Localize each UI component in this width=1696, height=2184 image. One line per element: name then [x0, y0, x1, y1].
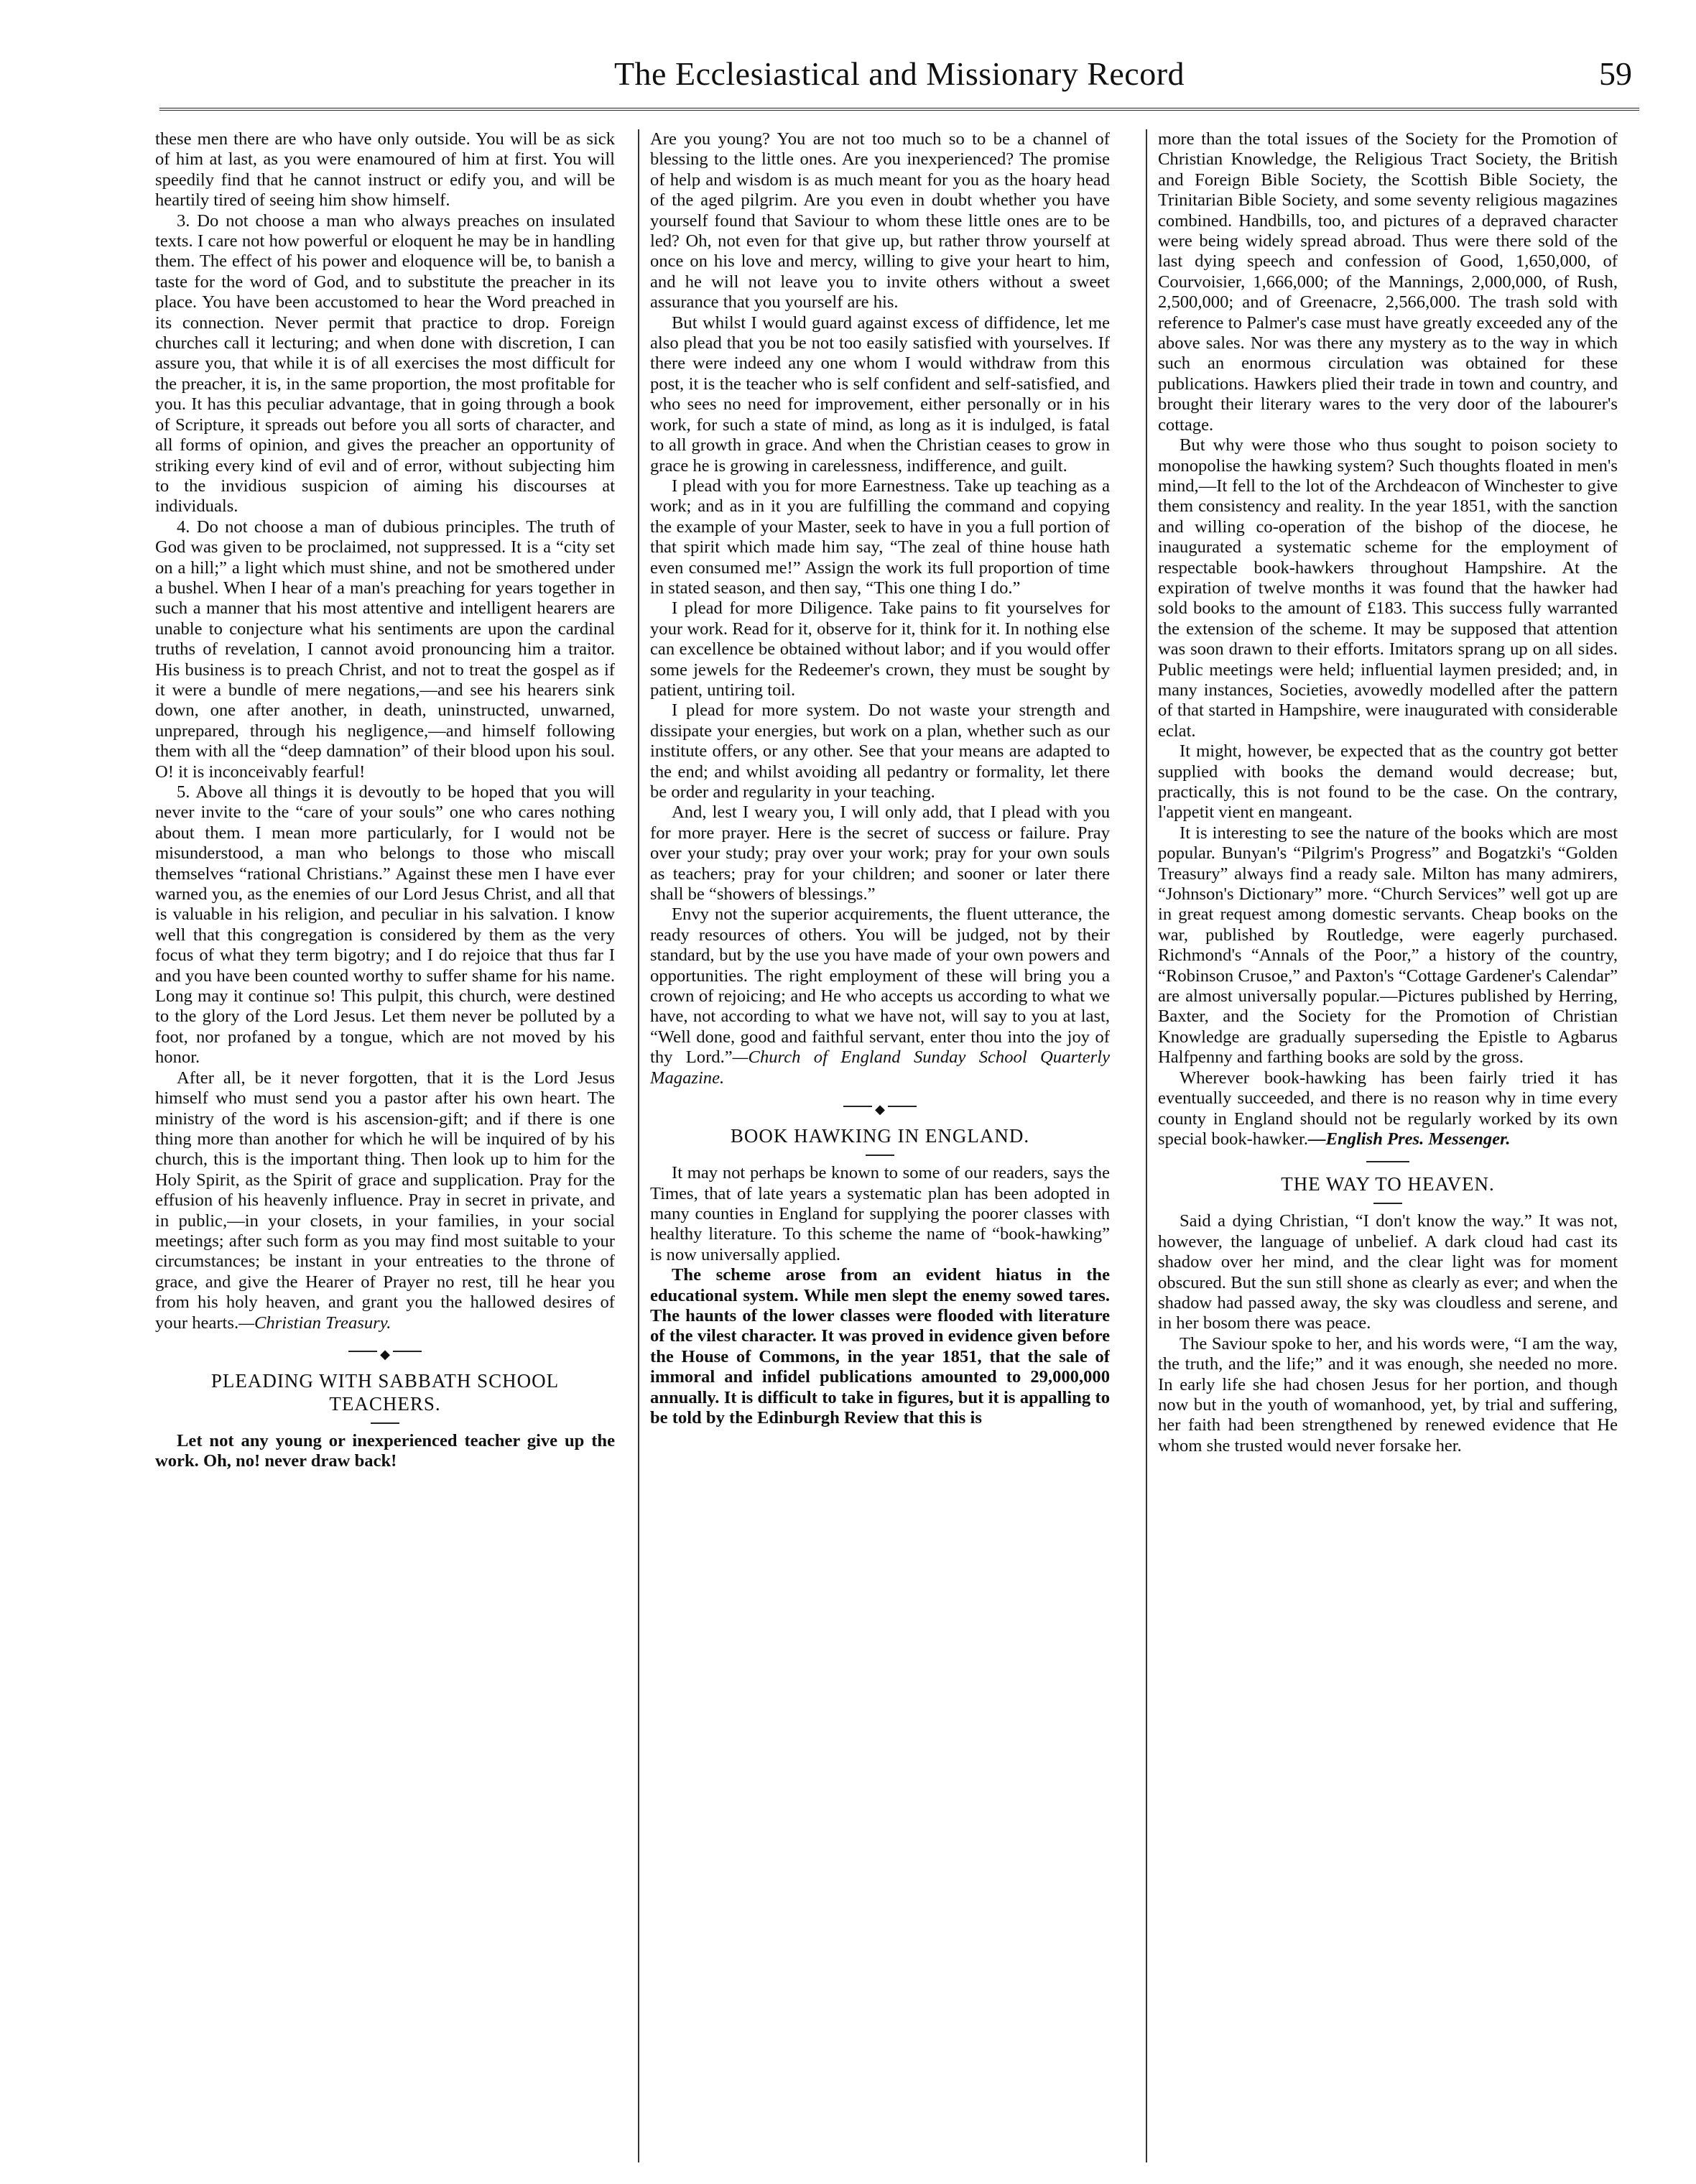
paragraph: [1158, 1068, 1618, 1150]
paragraph: 3. Do not choose a man who always preaches on insulated texts. I care not how powerful or eloquent he may be in handling them. The effect of his power and eloquence will be, to banish a taste for the word of God, and to substitute the preacher in its place. You have been accustomed to hear the Word preached in its connection. Never permit that practice to drop. Foreign churches call it lecturing; and when done with discretion, I can assure you, that while it is of all exercises the most difficult for the preacher, it is, in the same proportion, the most profitable for you. It has this peculiar advantage, that in going through a book of Scripture, it spreads out before you all sorts of character, and all forms of opinion, and gives the preacher an opportunity of striking every kind of evil and of error, without subjecting him to the invidious suspicion of aiming his discourses at individuals.: [155, 210, 615, 517]
article-heading: PLEADING WITH SABBATH SCHOOL TEACHERS.: [210, 1369, 560, 1415]
heading-rule: [371, 1422, 399, 1424]
paragraph: It is interesting to see the nature of the books which are most popular. Bunyan's “Pilgrim's Progress” and Bogatzki's “Golden Treasury” always find a ready sale. Milton has many admirers, “Johnson's Dictionary” more. “Church Services” well got up are in great request among domestic servants. Cheap books on the war, published by Routledge, were eagerly purchased. Richmond's “Annals of the Poor,” a history of the country, “Robinson Crusoe,” and Paxton's “Cottage Gardener's Calendar” are almost universally popular.—Pictures published by Herring, Baxter, and the Society for the Promotion of Christian Knowledge are gradually superseding the Epistle to Agbarus Halfpenny and farthing books are sold by the gross.: [1158, 823, 1618, 1068]
paragraph-text: Wherever book-hawking has been fairly tried it has eventually succeeded, and there is no reason why in time every county in England should not be regularly worked by its own special book-hawker.: [1158, 1068, 1618, 1149]
section-ornament: [650, 1098, 1110, 1117]
paragraph: [650, 904, 1110, 1088]
heading-rule: [1373, 1203, 1402, 1204]
column-left: [155, 129, 615, 2170]
source-citation: —Church of England Sunday School Quarterly Magazine.: [650, 1047, 1110, 1088]
paragraph: [155, 1068, 615, 1333]
ornament-icon: ◆: [872, 1102, 888, 1116]
paragraph: I plead with you for more Earnestness. Take up teaching as a work; and as in it you are fulfilling the command and copying the example of your Master, seek to have in you a full portion of that spirit which made him say, “The zeal of thine house hath even consumed me!” Assign the work its full proportion of time in stated season, and then say, “This one thing I do.”: [650, 476, 1110, 598]
heading-rule: [866, 1155, 894, 1156]
column-middle: [650, 129, 1110, 2170]
article-heading: THE WAY TO HEAVEN.: [1281, 1173, 1495, 1195]
paragraph: It may not perhaps be known to some of our readers, says the Times, that of late years a systematic plan has been adopted in many counties in England for supplying the poorer classes with healthy literature. To this scheme the name of “book-hawking” is now universally applied.: [650, 1163, 1110, 1264]
paragraph: Are you young? You are not too much so to be a channel of blessing to the little ones. Are you inexperienced? The promise of help and wisdom is as much meant for you as the hoary head of the aged pilgrim. Are you even in doubt whether you have yourself found that Saviour to whom these little ones are to be led? Oh, not even for that give up, but rather throw yourself at once on his love and mercy, willing to give your heart to him, and he will not leave you to invite others without a sweet assurance that you yourself are his.: [650, 129, 1110, 313]
paragraph: I plead for more system. Do not waste your strength and dissipate your energies, but work on a plan, whether such as our institute offers, or any other. See that your means are adapted to the end; and whilst avoiding all pedantry or formality, let there be order and regularity in your teaching.: [650, 700, 1110, 802]
paragraph: But why were those who thus sought to poison society to monopolise the hawking system? Such thoughts floated in men's mind,—It fell to the lot of the Archdeacon of Winchester to give them consistency and reality. In the year 1851, with the sanction and willing co-operation of the bishop of the diocese, he inaugurated a systematic scheme for the employment of respectable book-hawkers throughout Hampshire. At the expiration of twelve months it was found that the hawker had sold books to the amount of £183. This success fully warranted the extension of the scheme. It may be supposed that attention was soon drawn to their efforts. Imitators sprang up on all sides. Public meetings were held; influential laymen presided; and, in many instances, Societies, avowedly modelled after the pattern of that started in Hampshire, were inaugurated with considerable eclat.: [1158, 435, 1618, 741]
page-number: 59: [1599, 55, 1632, 92]
column-rule: [1146, 129, 1147, 2162]
paragraph: The Saviour spoke to her, and his words were, “I am the way, the truth, and the life;” and it was enough, she needed no more. In early life she had chosen Jesus for her portion, and though now but in the youth of womanhood, yet, by trial and suffering, her faith had been strengthened by renewed evidence that He whom she trusted would never forsake her.: [1158, 1333, 1618, 1456]
paragraph: It might, however, be expected that as the country got better supplied with books the demand would decrease; but, practically, this is not found to be the case. On the contrary, l'appetit vient en mangeant.: [1158, 741, 1618, 823]
paragraph-text: After all, be it never forgotten, that it is the Lord Jesus himself who must send you a pastor after his own heart. The ministry of the word is his ascension-gift; and if there is one thing more than another for which he will be inquired of by his church, this is the important thing. Then look up to him for the Holy Spirit, as the Spirit of grace and supplication. Pray for the effusion of his heavenly influence. Pray in secret in private, and in public,—in your closets, in your families, in your social meetings; after such form as you may find most suitable to your circumstances; be instant in your entreaties to the throne of grace, and give the Hearer of Prayer no rest, till he hear you from his holy heaven, and grant you the hallowed desires of your hearts.: [155, 1068, 615, 1333]
paragraph: 5. Above all things it is devoutly to be hoped that you will never invite to the “care of your souls” one who cares nothing about them. I mean more particularly, for I would not be misunderstood, a man who belongs to those who miscall themselves “rational Christians.” Against these men I have ever warned you, as the enemies of our Lord Jesus Christ, and all that is valuable in his religion, and peculiar in his salvation. I know well that this congregation is considered by them as the very focus of what they term bigotry; and I do rejoice that thus far I and you have been counted worthy to suffer shame for his name. Long may it continue so! This pulpit, this church, were destined to the glory of the Lord Jesus. Let them never be polluted by a foot, nor profaned by a tongue, which are not moved by his honor.: [155, 782, 615, 1068]
source-citation: —English Pres. Messenger.: [1307, 1129, 1511, 1149]
paragraph: And, lest I weary you, I will only add, that I plead with you for more prayer. Here is the secret of success or failure. Pray over your study; pray over your work; pray for your own souls as teachers; pray for your children; and sooner or later there shall be “showers of blessings.”: [650, 802, 1110, 904]
paragraph: Said a dying Christian, “I don't know the way.” It was not, however, the language of unbelief. A dark cloud had cast its shadow over her mind, and the clear light was for moment obscured. But the sun still shone as clearly as ever; and when the shadow had passed away, the sky was cloudless and serene, and in her bosom there was peace.: [1158, 1211, 1618, 1333]
section-ornament: [155, 1343, 615, 1359]
paragraph: these men there are who have only outside. You will be as sick of him at last, as you were enamoured of him at first. You will speedily find that he cannot instruct or edify you, and will be heartily tired of seeing him show himself.: [155, 129, 615, 210]
running-head: [159, 52, 1639, 111]
paragraph-text: Envy not the superior acquirements, the fluent utterance, the ready resources of others. You will be judged, not by their standard, but by the use you have made of your own powers and opportunities. The right employment of these will bring you a crown of rejoicing; and He who accepts us according to what we have, not according to what we have not, will say to you at last, “Well done, good and faithful servant, enter thou into the joy of thy Lord.”: [650, 904, 1110, 1068]
publication-title: The Ecclesiastical and Missionary Record: [613, 55, 1185, 92]
article-heading: BOOK HAWKING IN ENGLAND.: [730, 1125, 1030, 1147]
source-citation: —Christian Treasury.: [238, 1313, 391, 1333]
paragraph: Let not any young or inexperienced teacher give up the work. Oh, no! never draw back!: [155, 1430, 615, 1471]
column-rule: [638, 129, 639, 2162]
ornament-icon: ◆: [377, 1347, 393, 1361]
section-rule: [1366, 1161, 1409, 1162]
paragraph: I plead for more Diligence. Take pains to fit yourselves for your work. Read for it, observe for it, think for it. In nothing else can excellence be obtained without labor; and if you would offer some jewels for the Redeemer's crown, they must be sought by patient, untiring toil.: [650, 598, 1110, 700]
paragraph: But whilst I would guard against excess of diffidence, let me also plead that you be not too easily satisfied with yourselves. If there were indeed any one whom I would withdraw from this post, it is the teacher who is self confident and self-satisfied, and who sees no need for improvement, either personally or in his work, for such a state of mind, as long as it is indulged, is fatal to all growth in grace. And when the Christian ceases to grow in grace he is growing in carelessness, indifference, and guilt.: [650, 313, 1110, 476]
paragraph: more than the total issues of the Society for the Promotion of Christian Knowledge, the Religious Tract Society, the British and Foreign Bible Society, the Scottish Bible Society, the Trinitarian Bible Society, and some seventy religious magazines combined. Handbills, too, and pictures of a depraved character were being widely spread abroad. Thus were there sold of the last dying speech and confession of Good, 1,650,000, of Courvoisier, 1,666,000; of the Mannings, 2,000,000, of Rush, 2,500,000; and of Greenacre, 2,566,000. The trash sold with reference to Palmer's case must have greatly exceeded any of the above sales. Nor was there any mystery as to the way in which such an enormous circulation was obtained for these publications. Hawkers plied their trade in town and country, and brought their literary wares to the very door of the labourer's cottage.: [1158, 129, 1618, 435]
paragraph: 4. Do not choose a man of dubious principles. The truth of God was given to be proclaimed, not suppressed. It is a “city set on a hill;” a light which must shine, and not be smothered under a bushel. When I hear of a man's preaching for years together in such a manner that his most attentive and intelligent hearers are unable to conjecture what his sentiments are upon the cardinal truths of revelation, I cannot avoid pronouncing him a traitor. His business is to preach Christ, and not to treat the gospel as if it were a bundle of mere negations,—and see his hearers sink down, one after another, in death, uninstructed, unwarned, unprepared, through his negligence,—and himself following them with all the “deep damnation” of their blood upon his soul. O! it is inconceivably fearful!: [155, 517, 615, 782]
column-right: [1158, 129, 1618, 2170]
paragraph: The scheme arose from an evident hiatus in the educational system. While men slept the enemy sowed tares. The haunts of the lower classes were flooded with literature of the vilest character. It was proved in evidence given before the House of Commons, in the year 1851, that the sale of immoral and infidel publications amounted to 29,000,000 annually. It is difficult to take in figures, but it is appalling to be told by the Edinburgh Review that this is: [650, 1265, 1110, 1428]
